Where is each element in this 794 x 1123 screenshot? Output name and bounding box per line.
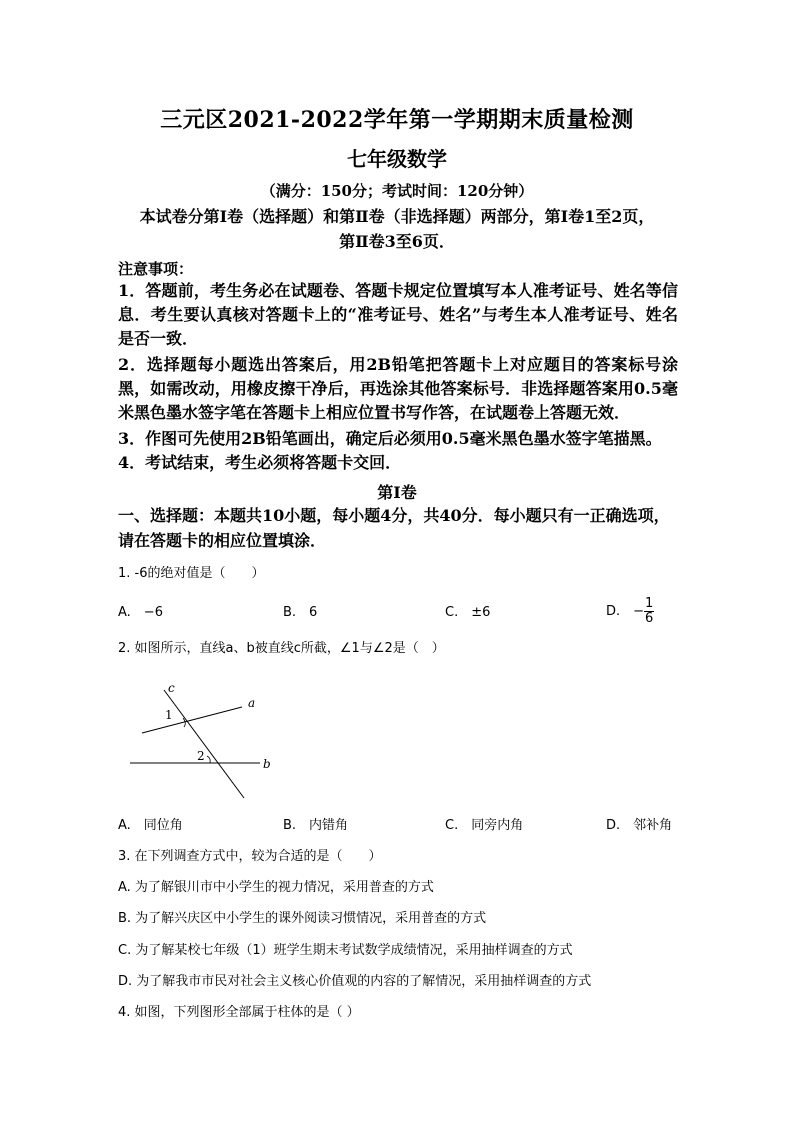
section-title: 第Ⅰ卷 — [377, 483, 417, 502]
line-c — [164, 690, 244, 798]
note-item-4: 4．考试结束，考生必须将答题卡交回． — [118, 453, 402, 472]
question-1-option-b: B. 6 — [283, 605, 318, 620]
label-angle-1: 1 — [165, 708, 173, 722]
fraction-numerator: 1 — [645, 596, 654, 611]
question-3-option-b: B. 为了解兴庆区中小学生的课外阅读习惯情况，采用普查的方式 — [118, 911, 487, 926]
angle-2-arc — [207, 756, 210, 763]
question-2-option-c: C. 同旁内角 — [445, 818, 524, 833]
question-3-stem: 3. 在下列调查方式中，较为合适的是（ ） — [118, 849, 382, 864]
question-1-option-d-prefix: D. − — [606, 604, 645, 619]
question-2-option-b: B. 内错角 — [283, 818, 349, 833]
label-c: c — [168, 681, 175, 695]
label-angle-2: 2 — [197, 749, 205, 763]
line-a — [142, 707, 242, 733]
exam-subtitle: 七年级数学 — [347, 147, 447, 171]
exam-title: 三元区2021-2022学年第一学期期末质量检测 — [160, 107, 634, 133]
fraction — [644, 597, 654, 626]
label-b: b — [263, 757, 271, 771]
question-1-option-d — [606, 597, 654, 626]
part1-instructions: 一、选择题：本题共10小题，每小题4分，共40分．每小题只有一正确选项，请在答题卡的相应位置填涂． — [118, 506, 670, 550]
exam-info: （满分：150分；考试时间：120分钟） — [260, 182, 534, 200]
question-2-option-a: A. 同位角 — [118, 818, 183, 833]
question-1-option-c: C. ±6 — [445, 605, 491, 620]
notes-title: 注意事项： — [118, 260, 194, 278]
question-3-option-a: A. 为了解银川市中小学生的视力情况，采用普查的方式 — [118, 880, 434, 895]
exam-intro-line1: 本试卷分第Ⅰ卷（选择题）和第Ⅱ卷（非选择题）两部分，第Ⅰ卷1至2页， — [139, 207, 655, 226]
exam-intro-line2: 第Ⅱ卷3至6页． — [339, 232, 455, 251]
question-2-stem: 2. 如图所示，直线a、b被直线c所截，∠1与∠2是（ ） — [118, 641, 445, 656]
note-item-3: 3．作图可先使用2B铅笔画出，确定后必须用0.5毫米黑色墨水签字笔描黑。 — [118, 429, 662, 448]
question-3-option-d: D. 为了解我市市民对社会主义核心价值观的内容的了解情况，采用抽样调查的方式 — [118, 974, 592, 989]
note-item-2: 2．选择题每小题选出答案后，用2B铅笔把答题卡上对应题目的答案标号涂黑，如需改动，用橡皮擦干净后，再选涂其他答案标号．非选择题答案用0.5毫米黑色墨水签字笔在答题卡上相应位置书写作答，在试题卷上答题无效． — [118, 355, 678, 422]
question-1-option-a: A. −6 — [118, 605, 163, 620]
question-2-option-d: D. 邻补角 — [606, 818, 673, 833]
label-a: a — [248, 696, 256, 710]
fraction-denominator: 6 — [645, 611, 654, 626]
note-item-1: 1．答题前，考生务必在试题卷、答题卡规定位置填写本人准考证号、姓名等信息．考生要认真核对答题卡上的“准考证号、姓名”与考生本人准考证号、姓名是否一致． — [118, 281, 678, 348]
question-4-stem: 4. 如图，下列图形全部属于柱体的是（ ） — [118, 1005, 360, 1020]
question-2-figure — [120, 676, 290, 806]
question-1-stem: 1. -6的绝对值是（ ） — [118, 566, 265, 581]
question-3-option-c: C. 为了解某校七年级（1）班学生期末考试数学成绩情况，采用抽样调查的方式 — [118, 943, 573, 958]
